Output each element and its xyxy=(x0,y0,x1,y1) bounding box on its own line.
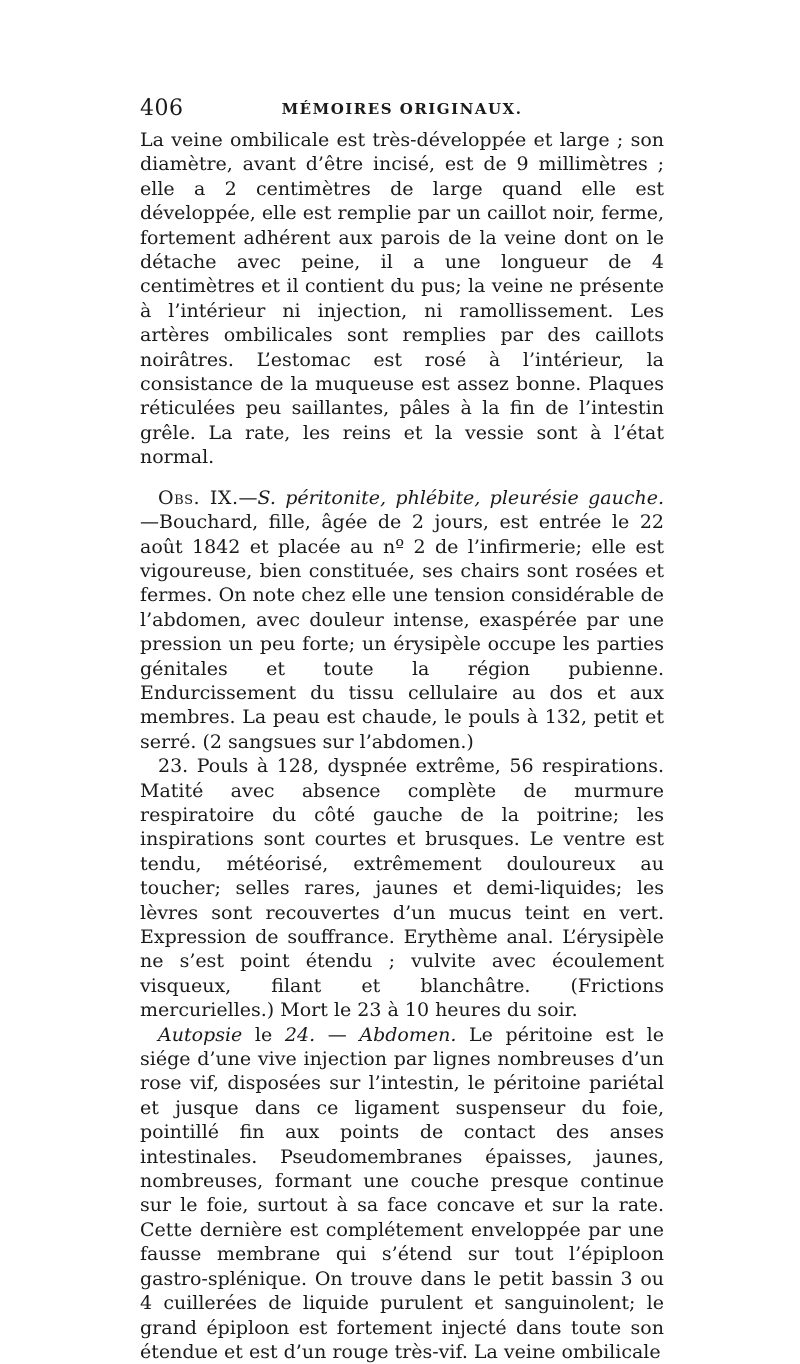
page-number: 406 xyxy=(140,96,184,121)
observation-label: Obs. IX. xyxy=(158,486,239,509)
body-text xyxy=(140,128,664,1364)
observation-text: Bouchard, fille, âgée de 2 jours, est entrée le 22 août 1842 et placée au nº 2 de l’infirmerie; elle est vigoureuse, bien constituée, ses chairs sont rosées et fermes. On note chez elle une tension considérable de l’abdomen, avec douleur intense, exaspérée par une pression un peu forte; un érysipèle occupe les parties génitales et toute la région pubienne. Endurcissement du tissu cellulaire au dos et aux membres. La peau est chaude, le pouls à 132, petit et serré. (2 sangsues sur l’abdomen.) xyxy=(140,511,664,753)
observation-title: S. péritonite, phlébite, pleurésie gauche. xyxy=(257,486,665,509)
dash: — xyxy=(238,486,258,509)
paragraph-veine-ombilicale: La veine ombilicale est très-développée et large ; son diamètre, avant d’être incisé, est de 9 millimètres ; elle a 2 centimètres de large quand elle est développée, elle est remplie par un caillot noir, ferme, fortement adhérent aux parois de la veine dont on le détache avec peine, il a une longueur de 4 centimètres et il contient du pus; la veine ne présente à l’intérieur ni injection, ni ramollissement. Les artères ombilicales sont remplies par des caillots noirâtres. L’estomac est rosé à l’intérieur, la consistance de la muqueuse est assez bonne. Plaques réticulées peu saillantes, pâles à la fin de l’intestin grêle. La rate, les reins et la vessie sont à l’état normal. xyxy=(140,129,664,469)
autopsie-text: Le péritoine est le siége d’une vive injection par lignes nombreuses d’un rose vif, disposées sur l’intestin, le péritoine pariétal et jusque dans ce ligament suspenseur du foie, pointillé fin aux points de contact des anses intestinales. Pseudomembranes épaisses, jaunes, nombreuses, formant une couche presque continue sur le foie, surtout à sa face concave et sur la rate. Cette dernière est complétement enveloppée par une fausse membrane qui s’étend sur tout l’épiploon gastro-splénique. On trouve dans le petit bassin 3 ou 4 cuillerées de liquide purulent et sanguinolent; le grand épiploon est fortement injecté dans toute son étendue et est d’un rouge très-vif. La veine ombilicale xyxy=(140,1023,664,1363)
autopsie-label: Autopsie xyxy=(158,1023,243,1046)
abdomen-label: Abdomen. xyxy=(359,1023,457,1046)
dash: — xyxy=(140,511,159,534)
paragraph-observation-ix xyxy=(140,486,664,754)
autopsie-date: 24. xyxy=(284,1023,316,1046)
autopsie-connector: le xyxy=(242,1023,285,1046)
page-header xyxy=(140,96,664,126)
paragraph-day-23: 23. Pouls à 128, dyspnée extrême, 56 respirations. Matité avec absence complète de murmure respiratoire du côté gauche de la poitrine; les inspirations sont courtes et brusques. Le ventre est tendu, météorisé, extrêmement douloureux au toucher; selles rares, jaunes et demi-liquides; les lèvres sont recouvertes d’un mucus teint en vert. Expression de souffrance. Erythème anal. L’érysipèle ne s’est point étendu ; vulvite avec écoulement visqueux, filant et blanchâtre. (Frictions mercurielles.) Mort le 23 à 10 heures du soir. xyxy=(140,755,664,1022)
dash: — xyxy=(315,1023,360,1046)
running-title: MÉMOIRES ORIGINAUX. xyxy=(281,100,523,118)
paragraph-autopsie xyxy=(140,1023,664,1364)
